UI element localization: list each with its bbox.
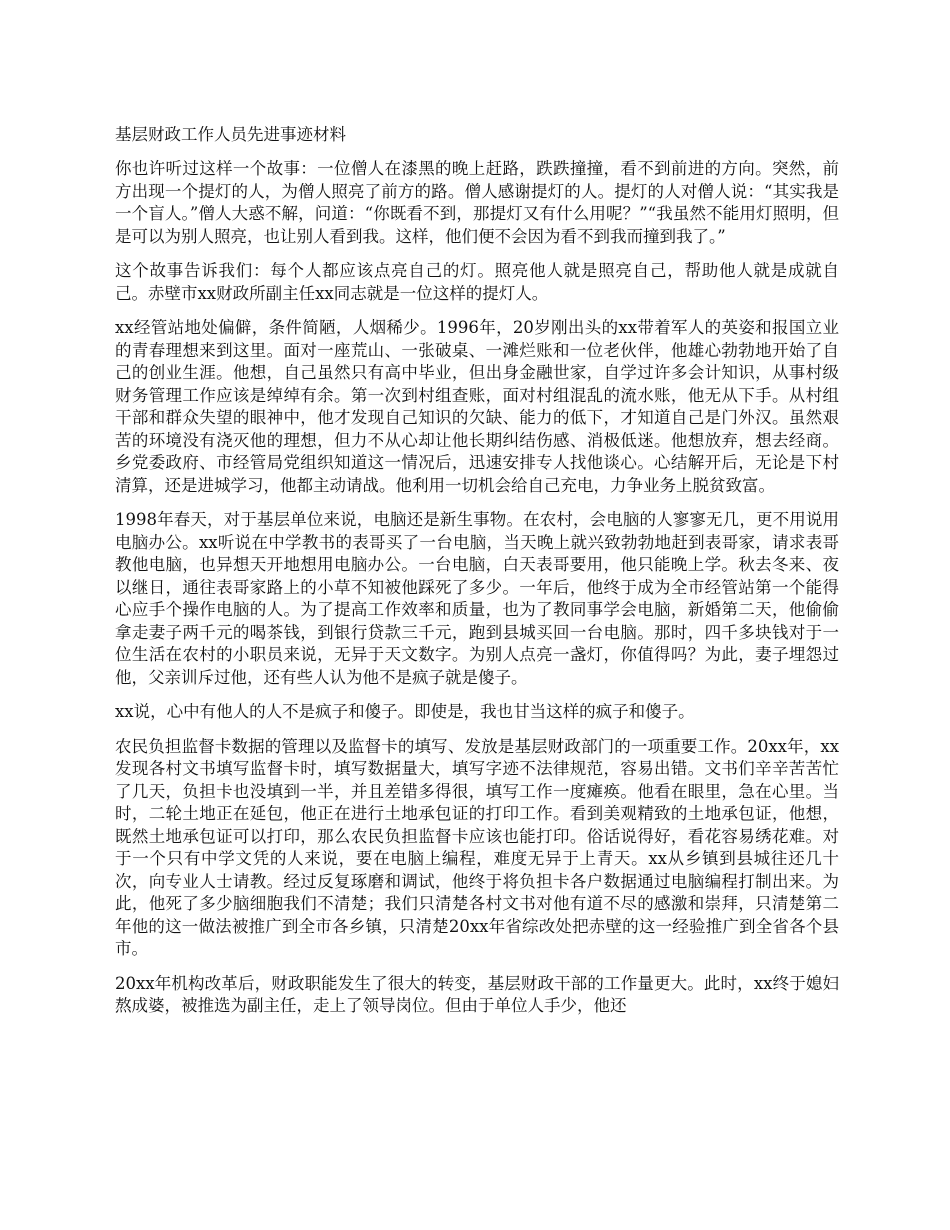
document-page [115,124,839,1030]
document-title: 基层财政工作人员先进事迹材料 [115,125,346,144]
paragraph-1: 你也许听过这样一个故事：一位僧人在漆黑的晚上赶路，跌跌撞撞，看不到前进的方向。突然，前方出现一个提灯的人，为僧人照亮了前方的路。僧人感谢提灯的人。提灯的人对僧人说：“其实我是一个盲人。”僧人大惑不解，问道：“你既看不到，那提灯又有什么用呢？”“我虽然不能用灯照明，但是可以为别人照亮，也让别人看到我。这样，他们便不会因为看不到我而撞到我了。” [115,159,839,246]
paragraph-2: 这个故事告诉我们：每个人都应该点亮自己的灯。照亮他人就是照亮自己，帮助他人就是成就自己。赤壁市xx财政所副主任xx同志就是一位这样的提灯人。 [115,261,839,303]
paragraph-5: xx说，心中有他人的人不是疯子和傻子。即使是，我也甘当这样的疯子和傻子。 [115,702,695,721]
paragraph-4: 1998年春天，对于基层单位来说，电脑还是新生事物。在农村，会电脑的人寥寥无几，更不用说用电脑办公。xx听说在中学教书的表哥买了一台电脑，当天晚上就兴致勃勃地赶到表哥家，请求表哥教他电脑，也异想天开地想用电脑办公。一台电脑，白天表哥要用，他只能晚上学。秋去冬来、夜以继日，通往表哥家路上的小草不知被他踩死了多少。一年后，他终于成为全市经管站第一个能得心应手个操作电脑的人。为了提高工作效率和质量，也为了教同事学会电脑，新婚第二天，他偷偷拿走妻子两千元的喝茶钱，到银行贷款三千元，跑到县城买回一台电脑。那时，四千多块钱对于一位生活在农村的小职员来说，无异于天文数字。为别人点亮一盏灯，你值得吗？为此，妻子埋怨过他，父亲训斥过他，还有些人认为他不是疯子就是傻子。 [115,510,839,687]
paragraph-6: 农民负担监督卡数据的管理以及监督卡的填写、发放是基层财政部门的一项重要工作。20xx年，xx发现各村文书填写监督卡时，填写数据量大，填写字迹不法律规范，容易出错。文书们辛辛苦苦忙了几天，负担卡也没填到一半，并且差错多得很，填写工作一度瘫痪。他看在眼里，急在心里。当时，二轮土地正在延包，他正在进行土地承包证的打印工作。看到美观精致的土地承包证，他想，既然土地承包证可以打印，那么农民负担监督卡应该也能打印。俗话说得好，看花容易绣花难。对于一个只有中学文凭的人来说，要在电脑上编程，难度无异于上青天。xx从乡镇到县城往还几十次，向专业人士请教。经过反复琢磨和调试，他终于将负担卡各户数据通过电脑编程打制出来。为此，他死了多少脑细胞我们不清楚；我们只清楚各村文书对他有道不尽的感激和崇拜，只清楚第二年他的这一做法被推广到全市各乡镇，只清楚20xx年省综改处把赤壁的这一经验推广到全省各个县市。 [115,736,839,958]
paragraph-7: 20xx年机构改革后，财政职能发生了很大的转变，基层财政干部的工作量更大。此时，xx终于媳妇熬成婆，被推选为副主任，走上了领导岗位。但由于单位人手少，他还 [115,973,839,1015]
paragraph-3: xx经管站地处偏僻，条件简陋，人烟稀少。1996年，20岁刚出头的xx带着军人的英姿和报国立业的青春理想来到这里。面对一座荒山、一张破桌、一滩烂账和一位老伙伴，他雄心勃勃地开始了自己的创业生涯。他想，自己虽然只有高中毕业，但出身金融世家，自学过许多会计知识，从事村级财务管理工作应该是绰绰有余。第一次到村组查账，面对村组混乱的流水账，他无从下手。从村组干部和群众失望的眼神中，他才发现自己知识的欠缺、能力的低下，才知道自己是门外汉。虽然艰苦的环境没有浇灭他的理想，但力不从心却让他长期纠结伤感、消极低迷。他想放弃，想去经商。乡党委政府、市经管局党组织知道这一情况后，迅速安排专人找他谈心。心结解开后，无论是下村清算，还是进城学习，他都主动请战。他利用一切机会给自己充电，力争业务上脱贫致富。 [115,318,839,495]
